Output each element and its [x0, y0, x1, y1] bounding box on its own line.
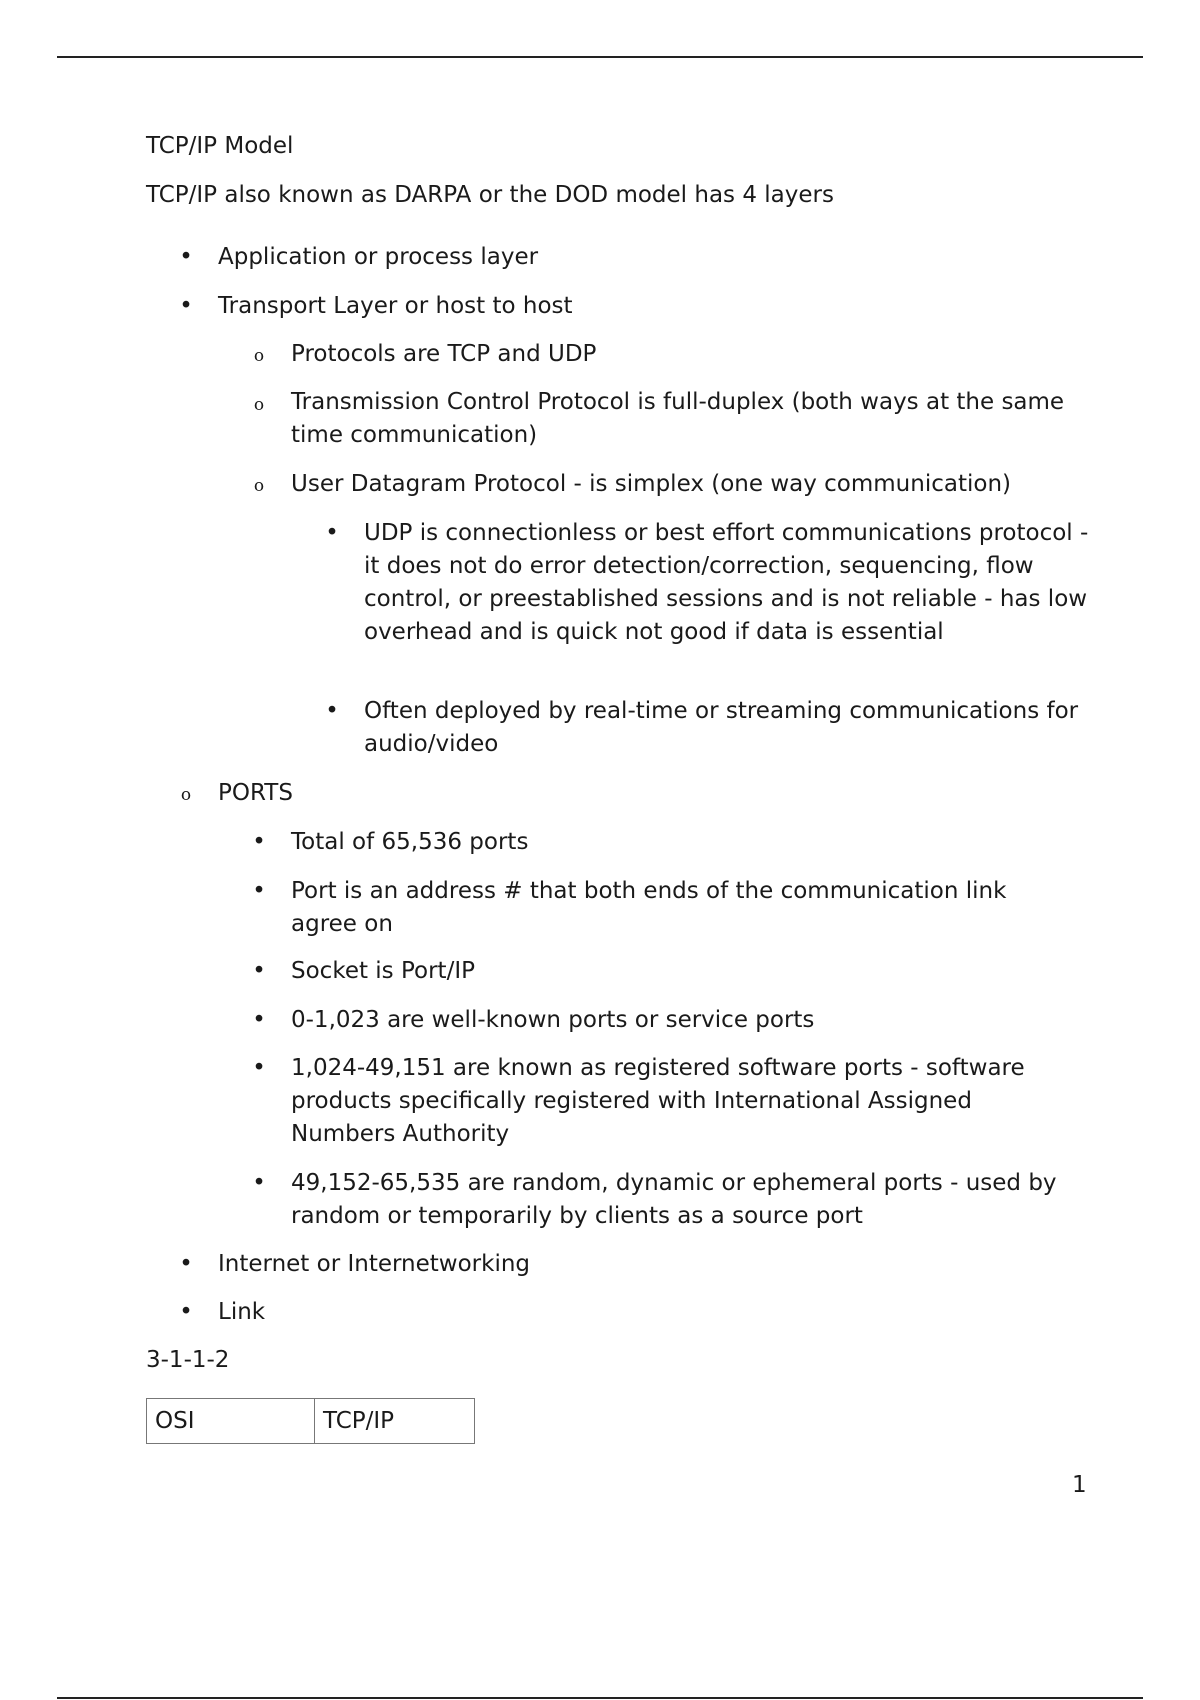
list-item-text: Transport Layer or host to host — [218, 293, 573, 319]
table-row — [147, 1399, 475, 1444]
circle-bullet-icon: o — [253, 346, 265, 366]
bullet-icon: • — [179, 244, 193, 270]
bullet-icon: • — [252, 1170, 266, 1196]
bullet-icon: • — [325, 520, 339, 546]
bullet-icon: • — [179, 293, 193, 319]
footer-rule — [57, 1697, 1143, 1699]
list-item-text: UDP is connectionless or best effort communications protocol - it does not do error detection/correction, sequencing, flow control, or preestablished sessions and is not reliable - has low overhead and is quick not good if data is essential — [364, 520, 1089, 645]
list-item-text: Port is an address # that both ends of the communication link agree on — [291, 878, 1007, 937]
list-item-text: 1,024-49,151 are known as registered software ports - software products specifically registered with International Assigned Numbers Authority — [291, 1055, 1025, 1147]
list-item-text: 49,152-65,535 are random, dynamic or ephemeral ports - used by random or temporarily by clients as a source port — [291, 1170, 1057, 1229]
list-item-text: Application or process layer — [218, 244, 539, 270]
circle-bullet-icon: o — [253, 395, 265, 415]
list-item-text: Protocols are TCP and UDP — [291, 341, 597, 367]
list-item-text: Total of 65,536 ports — [291, 829, 529, 855]
bullet-icon: • — [179, 1251, 193, 1277]
bullet-icon: • — [179, 1299, 193, 1325]
section-code: 3-1-1-2 — [146, 1347, 230, 1373]
list-item-text: Often deployed by real-time or streaming communications for audio/video — [364, 698, 1079, 757]
intro-paragraph: TCP/IP also known as DARPA or the DOD model has 4 layers — [146, 182, 834, 208]
document-title: TCP/IP Model — [146, 133, 294, 159]
bullet-icon: • — [252, 1055, 266, 1081]
bullet-icon: • — [252, 958, 266, 984]
circle-bullet-icon: o — [253, 476, 265, 496]
page-number: 1 — [1072, 1472, 1087, 1498]
osi-tcpip-table — [146, 1398, 475, 1444]
list-item-text: Transmission Control Protocol is full-duplex (both ways at the same time communication) — [291, 389, 1065, 448]
table-header-osi: OSI — [147, 1399, 315, 1444]
bullet-icon: • — [252, 829, 266, 855]
bullet-icon: • — [252, 1007, 266, 1033]
list-item-text: 0-1,023 are well-known ports or service ports — [291, 1007, 815, 1033]
circle-bullet-icon: o — [180, 785, 192, 805]
list-item-text: Socket is Port/IP — [291, 958, 475, 984]
bullet-icon: • — [325, 698, 339, 724]
list-item-text: PORTS — [218, 780, 293, 806]
list-item-text: Internet or Internetworking — [218, 1251, 531, 1277]
list-item-text: User Datagram Protocol - is simplex (one way communication) — [291, 471, 1011, 497]
list-item-text: Link — [218, 1299, 266, 1325]
table-header-tcpip: TCP/IP — [315, 1399, 475, 1444]
header-rule — [57, 56, 1143, 58]
bullet-icon: • — [252, 878, 266, 904]
